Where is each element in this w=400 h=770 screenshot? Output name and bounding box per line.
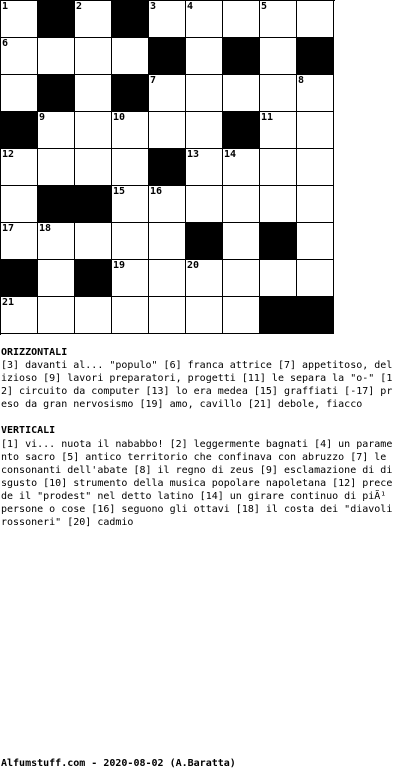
grid-cell[interactable] bbox=[75, 1, 112, 38]
grid-cell-black bbox=[297, 297, 334, 334]
grid-cell[interactable] bbox=[186, 186, 223, 223]
grid-cell-black bbox=[223, 38, 260, 75]
grid-cell[interactable] bbox=[112, 149, 149, 186]
grid-cell-black bbox=[112, 1, 149, 38]
grid-cell[interactable] bbox=[149, 223, 186, 260]
grid-cell-black bbox=[38, 1, 75, 38]
footer-credit: Alfumstuff.com - 2020-08-02 (A.Baratta) bbox=[1, 758, 236, 769]
cell-number: 7 bbox=[150, 75, 157, 86]
grid-cell[interactable] bbox=[223, 186, 260, 223]
cell-number: 15 bbox=[113, 186, 126, 197]
grid-cell[interactable] bbox=[112, 297, 149, 334]
grid-cell[interactable] bbox=[75, 75, 112, 112]
grid-cell[interactable] bbox=[297, 75, 334, 112]
grid-cell-black bbox=[260, 223, 297, 260]
grid-cell[interactable] bbox=[297, 260, 334, 297]
grid-cell-black bbox=[223, 112, 260, 149]
cell-number: 16 bbox=[150, 186, 163, 197]
grid-cell[interactable] bbox=[297, 186, 334, 223]
grid-cell[interactable] bbox=[186, 1, 223, 38]
grid-cell[interactable] bbox=[38, 112, 75, 149]
grid-cell[interactable] bbox=[1, 38, 38, 75]
grid-cell[interactable] bbox=[186, 112, 223, 149]
grid-cell[interactable] bbox=[186, 75, 223, 112]
grid-cell[interactable] bbox=[186, 297, 223, 334]
cell-number: 18 bbox=[39, 223, 52, 234]
cell-number: 1 bbox=[2, 1, 9, 12]
grid-cell-black bbox=[75, 260, 112, 297]
grid-cell[interactable] bbox=[1, 223, 38, 260]
grid-cell-black bbox=[112, 75, 149, 112]
cell-number: 5 bbox=[261, 1, 268, 12]
cell-number: 6 bbox=[2, 38, 9, 49]
cell-number: 21 bbox=[2, 297, 15, 308]
grid-cell-black bbox=[186, 223, 223, 260]
grid-cell[interactable] bbox=[186, 38, 223, 75]
grid-cell[interactable] bbox=[75, 38, 112, 75]
grid-cell[interactable] bbox=[1, 1, 38, 38]
cell-number: 20 bbox=[187, 260, 200, 271]
grid-cell[interactable] bbox=[112, 260, 149, 297]
grid-cell[interactable] bbox=[149, 260, 186, 297]
grid-cell-black bbox=[38, 75, 75, 112]
grid-cell[interactable] bbox=[260, 75, 297, 112]
grid-cell[interactable] bbox=[1, 297, 38, 334]
grid-cell[interactable] bbox=[260, 186, 297, 223]
grid-cell[interactable] bbox=[112, 223, 149, 260]
grid-cell[interactable] bbox=[112, 186, 149, 223]
grid-cell[interactable] bbox=[186, 149, 223, 186]
grid-cell[interactable] bbox=[260, 112, 297, 149]
cell-number: 17 bbox=[2, 223, 15, 234]
grid-cell[interactable] bbox=[149, 297, 186, 334]
grid-cell[interactable] bbox=[38, 38, 75, 75]
grid-cell[interactable] bbox=[1, 75, 38, 112]
grid-cell[interactable] bbox=[149, 1, 186, 38]
grid-cell[interactable] bbox=[297, 112, 334, 149]
cell-number: 19 bbox=[113, 260, 126, 271]
grid-cell[interactable] bbox=[223, 149, 260, 186]
across-clues: [3] davanti al... "populo" [6] franca attrice [7] appetitoso, delizioso [9] lavori preparatori, progetti [11] le separa la "o-" [12] circuito da computer [13] lo era medea [15] graffiati [-17] preso da gran nervosismo [19] amo, cavillo [21] debole, fiacco bbox=[1, 360, 393, 411]
cell-number: 3 bbox=[150, 1, 157, 12]
grid-cell[interactable] bbox=[38, 297, 75, 334]
cell-number: 14 bbox=[224, 149, 237, 160]
grid-cell[interactable] bbox=[186, 260, 223, 297]
cell-number: 12 bbox=[2, 149, 15, 160]
cell-number: 8 bbox=[298, 75, 305, 86]
grid-cell[interactable] bbox=[297, 149, 334, 186]
grid-cell[interactable] bbox=[223, 297, 260, 334]
grid-cell-black bbox=[75, 186, 112, 223]
grid-cell[interactable] bbox=[75, 297, 112, 334]
cell-number: 11 bbox=[261, 112, 274, 123]
grid-cell[interactable] bbox=[223, 75, 260, 112]
grid-cell[interactable] bbox=[75, 149, 112, 186]
cell-number: 10 bbox=[113, 112, 126, 123]
grid-cell[interactable] bbox=[75, 223, 112, 260]
grid-cell[interactable] bbox=[38, 149, 75, 186]
grid-cell[interactable] bbox=[149, 186, 186, 223]
grid-cell[interactable] bbox=[149, 112, 186, 149]
cell-number: 4 bbox=[187, 1, 194, 12]
grid-cell[interactable] bbox=[149, 75, 186, 112]
grid-cell-black bbox=[38, 186, 75, 223]
grid-cell[interactable] bbox=[223, 260, 260, 297]
grid-cell[interactable] bbox=[38, 223, 75, 260]
grid-cell[interactable] bbox=[112, 38, 149, 75]
down-heading: VERTICALI bbox=[1, 425, 56, 437]
grid-cell[interactable] bbox=[75, 112, 112, 149]
grid-cell[interactable] bbox=[260, 149, 297, 186]
grid-cell[interactable] bbox=[38, 260, 75, 297]
cell-number: 13 bbox=[187, 149, 200, 160]
grid-cell-black bbox=[1, 260, 38, 297]
grid-cell-black bbox=[149, 149, 186, 186]
grid-cell[interactable] bbox=[260, 38, 297, 75]
grid-cell-black bbox=[297, 38, 334, 75]
across-heading: ORIZZONTALI bbox=[1, 347, 68, 358]
grid-cell-black bbox=[260, 297, 297, 334]
clues-panel bbox=[1, 346, 397, 529]
grid-cell[interactable] bbox=[1, 186, 38, 223]
grid-cell-black bbox=[149, 38, 186, 75]
grid-cell[interactable] bbox=[260, 260, 297, 297]
grid-cell[interactable] bbox=[297, 1, 334, 38]
down-clues: [1] vi... nuota il nababbo! [2] leggermente bagnati [4] un paramento sacro [5] antico territorio che confinava con abruzzo [7] le consonanti dell'abate [8] il regno di zeus [9] esclamazione di disgusto [10] strumento della musica popolare napoletana [12] precede il "prodest" nel detto latino [14] un girare continuo di piÃ¹ persone o cose [16] seguono gli ottavi [18] il costa dei "diavoli rossoneri" [20] cadmio bbox=[1, 438, 393, 529]
cell-number: 9 bbox=[39, 112, 46, 123]
grid-cell[interactable] bbox=[297, 223, 334, 260]
grid-cell[interactable] bbox=[112, 112, 149, 149]
grid-cell-black bbox=[1, 112, 38, 149]
grid-cell[interactable] bbox=[260, 1, 297, 38]
grid-cell[interactable] bbox=[223, 223, 260, 260]
grid-cell[interactable] bbox=[1, 149, 38, 186]
crossword-grid bbox=[0, 0, 335, 335]
grid-cell[interactable] bbox=[223, 1, 260, 38]
cell-number: 2 bbox=[76, 1, 83, 12]
